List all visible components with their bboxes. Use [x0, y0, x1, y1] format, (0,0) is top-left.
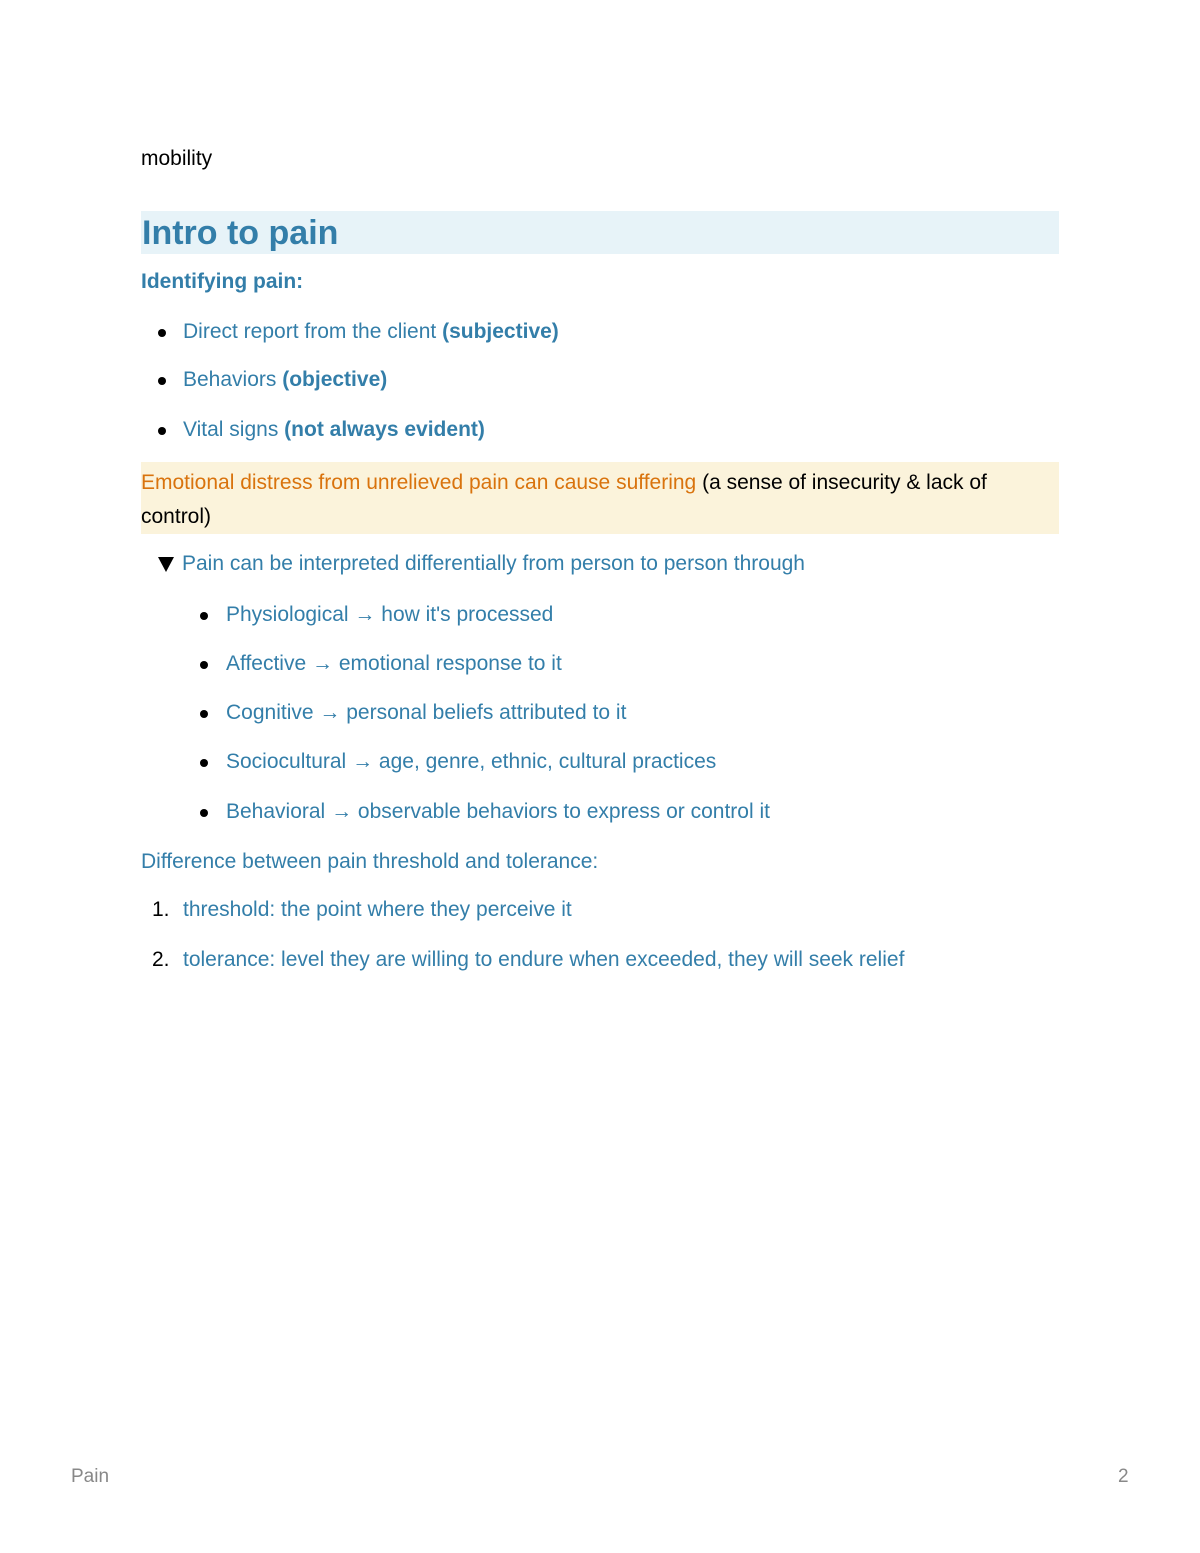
list-item-text: Direct report from the client — [183, 320, 443, 343]
item-term: Sociocultural — [226, 750, 347, 773]
list-number: 1. — [152, 898, 170, 921]
list-item-bold: (subjective) — [442, 320, 559, 343]
list-item — [183, 416, 485, 444]
list-item — [183, 366, 387, 394]
bullet-icon — [200, 809, 208, 817]
item-description: emotional response to it — [338, 652, 562, 675]
numbered-item-text: tolerance: level they are willing to endure when exceeded, they will seek relief — [183, 948, 905, 971]
list-item-text: Behaviors — [183, 368, 283, 391]
page-number: 2 — [1118, 1466, 1129, 1487]
bullet-icon — [200, 710, 208, 718]
previous-page-fragment: mobility — [141, 147, 213, 170]
bullet-icon — [158, 329, 166, 337]
item-description: observable behaviors to express or control it — [357, 800, 770, 823]
item-description: age, genre, ethnic, cultural practices — [378, 750, 717, 773]
bullet-icon — [200, 759, 208, 767]
item-term: Cognitive — [226, 701, 314, 724]
heading-block — [141, 211, 1059, 254]
arrow-icon: → — [319, 701, 341, 724]
bullet-icon — [158, 377, 166, 385]
list-item-bold: (not always evident) — [284, 418, 485, 441]
list-item — [226, 748, 716, 776]
arrow-icon: → — [331, 800, 353, 823]
list-item — [183, 318, 559, 346]
list-item — [226, 601, 553, 629]
list-item — [226, 699, 626, 727]
item-term: Behavioral — [226, 800, 326, 823]
identifying-pain-subheading: Identifying pain: — [141, 270, 304, 293]
toggle-title[interactable]: Pain can be interpreted differentially from person to person through — [182, 552, 805, 575]
item-description: personal beliefs attributed to it — [346, 701, 627, 724]
footer-title: Pain — [71, 1466, 110, 1487]
item-term: Affective — [226, 652, 307, 675]
highlight-callout — [141, 462, 1059, 534]
arrow-icon: → — [354, 603, 376, 626]
toggle-triangle-icon[interactable] — [158, 557, 174, 572]
item-description: how it's processed — [381, 603, 554, 626]
arrow-icon: → — [352, 750, 374, 773]
numbered-item-text: threshold: the point where they perceive it — [183, 898, 572, 921]
list-number: 2. — [152, 948, 170, 971]
list-item-bold: (objective) — [282, 368, 388, 391]
page-heading: Intro to pain — [142, 214, 339, 252]
arrow-icon: → — [312, 652, 333, 675]
bullet-icon — [158, 427, 166, 435]
list-item-text: Vital signs — [183, 418, 285, 441]
callout-highlight: Emotional distress from unrelieved pain can cause suffering — [141, 471, 697, 494]
list-item — [226, 798, 770, 826]
callout-text — [141, 466, 1041, 534]
callout-rest: (a sense of insecurity & lack of control) — [141, 471, 987, 528]
bullet-icon — [200, 661, 208, 669]
item-term: Physiological — [226, 603, 349, 626]
list-item — [226, 650, 562, 678]
bullet-icon — [200, 612, 208, 620]
difference-heading: Difference between pain threshold and tolerance: — [141, 850, 599, 873]
